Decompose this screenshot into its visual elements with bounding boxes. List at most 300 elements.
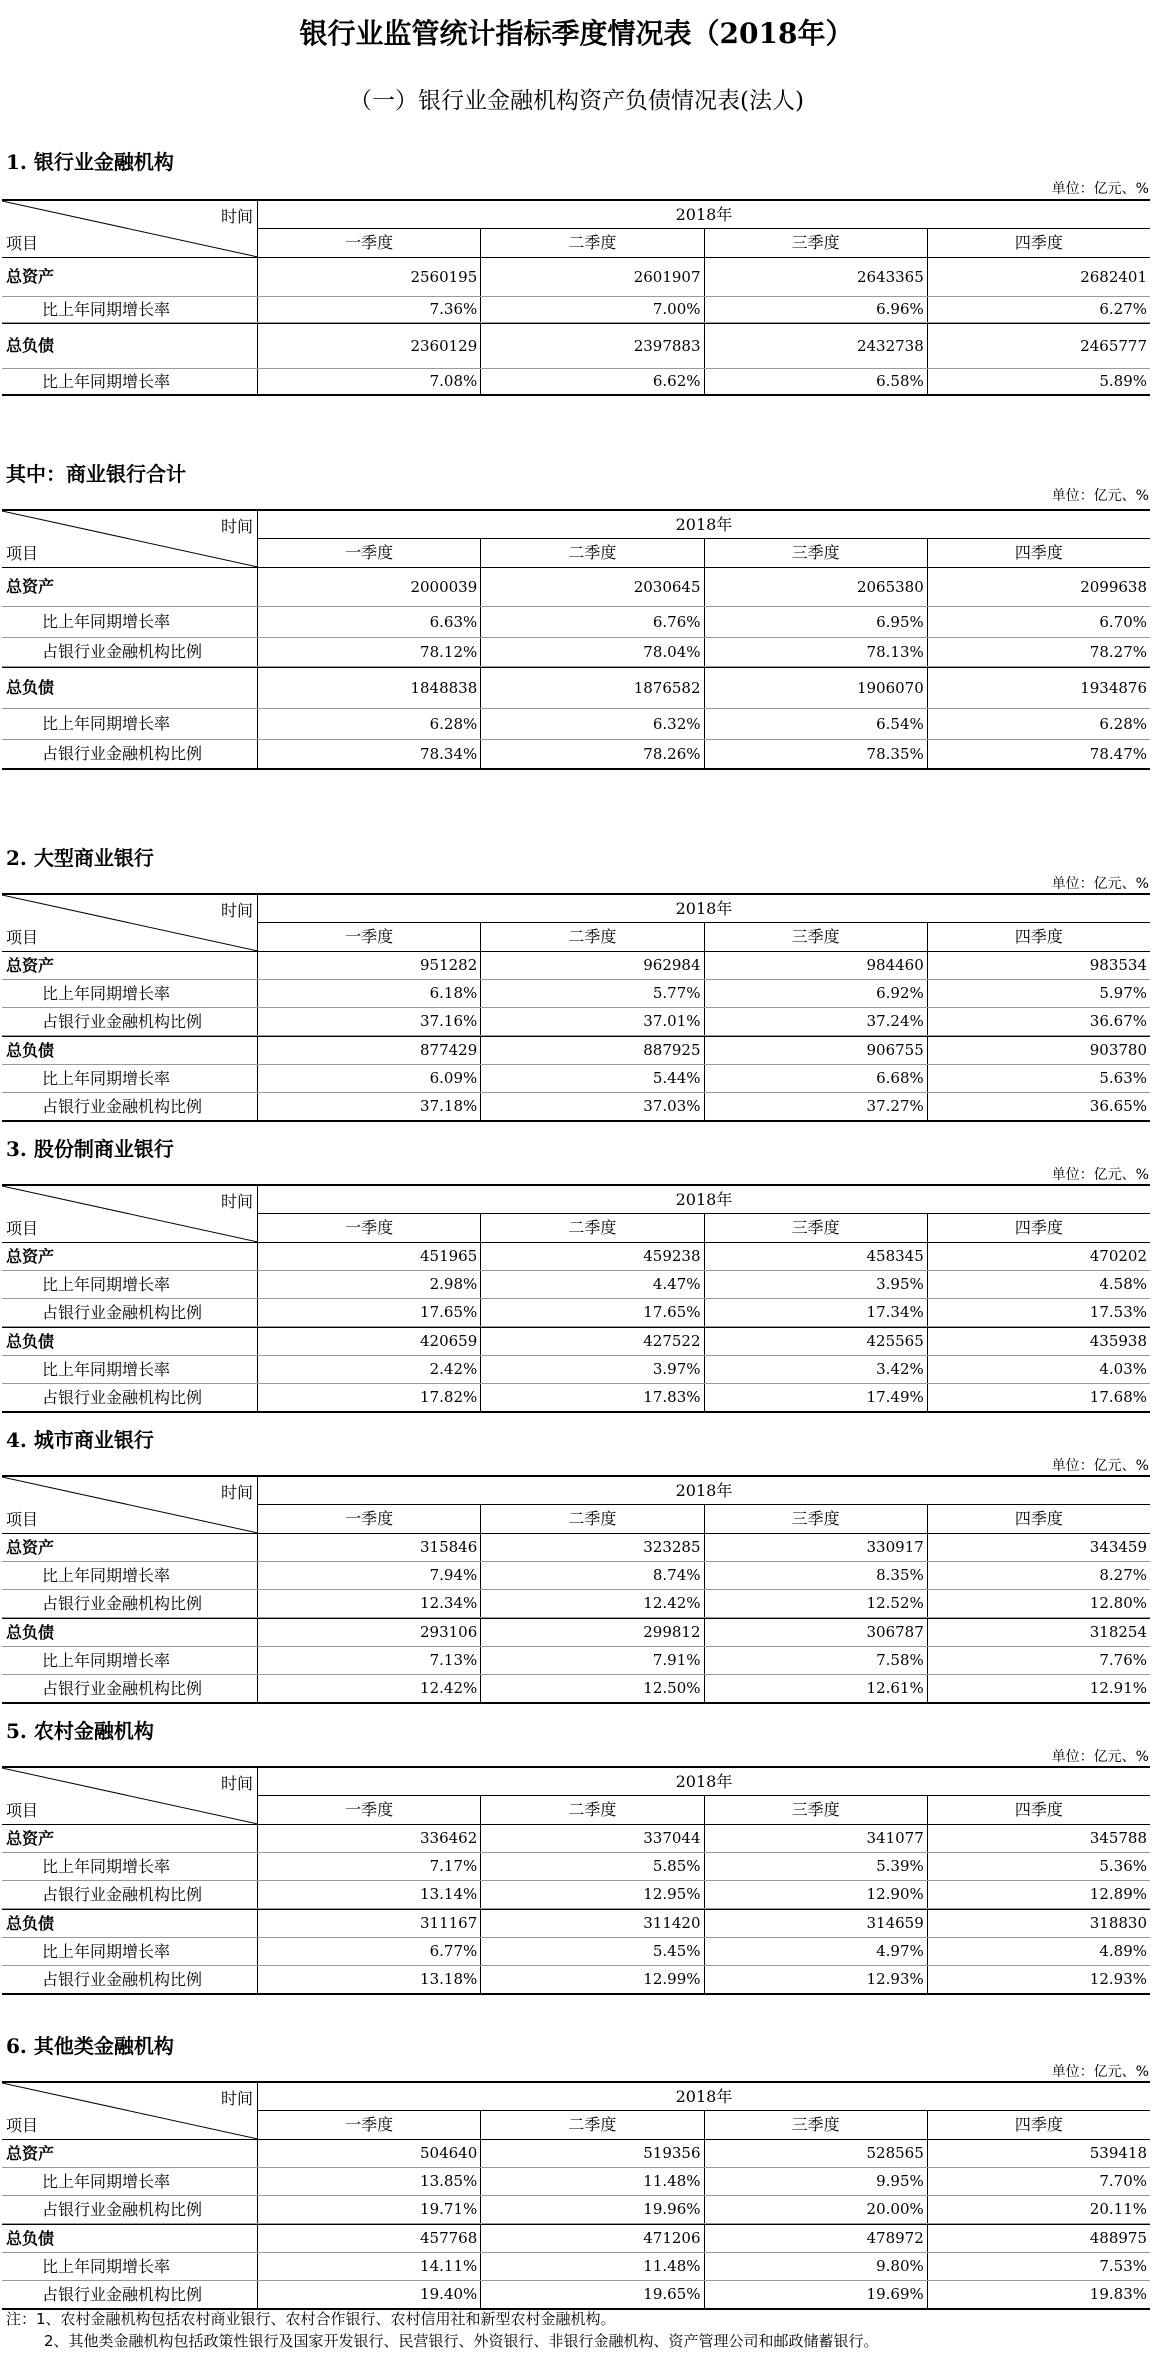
unit-label: 单位：亿元、%: [1051, 2064, 1149, 2080]
data-table: [2, 893, 1150, 1122]
row-label: 占银行业金融机构比例: [2, 1590, 258, 1617]
table-row: [2, 2224, 1150, 2253]
unit-label: 单位：亿元、%: [1051, 181, 1149, 197]
quarter-header-row: [258, 2111, 1150, 2139]
row-label: 占银行业金融机构比例: [2, 1675, 258, 1702]
table-row: [2, 323, 1150, 369]
time-label: 时间: [220, 207, 253, 226]
value-cell: 6.77%: [258, 1938, 481, 1965]
section-title: 2. 大型商业银行: [6, 846, 154, 870]
value-cell: 6.95%: [705, 607, 928, 637]
value-cell: 17.83%: [481, 1384, 704, 1411]
row-label: 比上年同期增长率: [2, 2168, 258, 2195]
value-cell: 336462: [258, 1825, 481, 1852]
value-cell: 2643365: [705, 258, 928, 296]
table-row: [2, 2281, 1150, 2308]
value-cell: 5.89%: [1099, 372, 1147, 390]
quarter-header: 三季度: [705, 2111, 928, 2139]
row-label: 总资产: [2, 2140, 258, 2167]
value-cell: 3.42%: [705, 1356, 928, 1383]
value-cell: 20.00%: [705, 2196, 928, 2223]
quarter-header: 一季度: [258, 229, 481, 257]
data-table: [2, 199, 1150, 396]
footnotes: [6, 2308, 879, 2352]
table-row: [2, 1065, 1150, 1093]
value-cell: 6.27%: [1099, 300, 1147, 318]
table-header: [2, 1477, 1150, 1534]
value-cell: 78.27%: [1089, 643, 1147, 661]
row-label: 占银行业金融机构比例: [2, 2196, 258, 2223]
table-row: [2, 1938, 1150, 1966]
table-row: [2, 952, 1150, 980]
diagonal-header-cell: [2, 2083, 258, 2139]
time-label: 时间: [220, 1192, 253, 1211]
diagonal-line: [2, 1768, 258, 1824]
section-title: 5. 农村金融机构: [6, 1719, 154, 1743]
year-header: 2018年: [258, 2083, 1150, 2111]
row-label: 占银行业金融机构比例: [2, 2281, 258, 2308]
time-label: 时间: [220, 2089, 253, 2108]
value-cell: 19.40%: [258, 2281, 481, 2308]
value-cell: 314659: [705, 1910, 928, 1937]
table-row: [2, 1008, 1150, 1036]
row-label: 占银行业金融机构比例: [2, 1299, 258, 1326]
value-cell: 7.36%: [258, 297, 481, 322]
value-cell: 906755: [705, 1037, 928, 1064]
value-cell: 2360129: [258, 324, 481, 368]
page-title: 银行业监管统计指标季度情况表（2018年）: [299, 17, 854, 50]
value-cell: 37.27%: [705, 1093, 928, 1120]
value-cell: 887925: [481, 1037, 704, 1064]
value-cell: 903780: [1089, 1041, 1147, 1059]
table-row: [2, 1590, 1150, 1618]
quarter-header: 二季度: [481, 1505, 704, 1533]
quarter-header: 三季度: [705, 1214, 928, 1242]
value-cell: 78.13%: [705, 638, 928, 666]
quarter-header: 三季度: [705, 1505, 928, 1533]
unit-label: 单位：亿元、%: [1051, 1749, 1149, 1765]
unit-label: 单位：亿元、%: [1051, 1458, 1149, 1474]
value-cell: 36.67%: [1089, 1012, 1147, 1030]
value-cell: 330917: [705, 1534, 928, 1561]
item-label: 项目: [6, 544, 39, 563]
diagonal-line: [2, 2083, 258, 2139]
diagonal-header-cell: [2, 201, 258, 257]
value-cell: 8.27%: [1099, 1566, 1147, 1584]
value-cell: 471206: [481, 2225, 704, 2252]
value-cell: 984460: [705, 952, 928, 979]
table-row: [2, 607, 1150, 638]
time-label: 时间: [220, 901, 253, 920]
value-cell: 78.47%: [1089, 745, 1147, 763]
quarter-header: 二季度: [481, 923, 704, 951]
value-cell: 6.70%: [1099, 613, 1147, 631]
value-cell: 5.36%: [1099, 1857, 1147, 1875]
section-title: 6. 其他类金融机构: [6, 2034, 174, 2058]
value-cell: 5.39%: [705, 1853, 928, 1880]
value-cell: 2000039: [258, 568, 481, 606]
value-cell: 13.18%: [258, 1966, 481, 1993]
value-cell: 7.58%: [705, 1647, 928, 1674]
row-label: 比上年同期增长率: [2, 297, 258, 322]
table-row: [2, 1243, 1150, 1271]
table-row: [2, 740, 1150, 768]
value-cell: 7.53%: [1099, 2257, 1147, 2275]
value-cell: 9.80%: [705, 2253, 928, 2280]
row-label: 总负债: [2, 668, 258, 708]
value-cell: 37.24%: [705, 1008, 928, 1035]
value-cell: 9.95%: [705, 2168, 928, 2195]
value-cell: 17.68%: [1089, 1388, 1147, 1406]
item-label: 项目: [6, 234, 39, 253]
page-subtitle: （一）银行业金融机构资产负债情况表(法人): [349, 88, 804, 114]
row-label: 比上年同期增长率: [2, 2253, 258, 2280]
quarter-header: 三季度: [705, 923, 928, 951]
value-cell: 478972: [705, 2225, 928, 2252]
footnote-1: 注：1、农村金融机构包括农村商业银行、农村合作银行、农村信用社和新型农村金融机构。: [6, 2310, 616, 2328]
quarter-header-row: [258, 923, 1150, 951]
row-label: 占银行业金融机构比例: [2, 1008, 258, 1035]
value-cell: 12.90%: [705, 1881, 928, 1908]
row-label: 总负债: [2, 1910, 258, 1937]
quarter-header-row: [258, 229, 1150, 257]
table-row: [2, 980, 1150, 1008]
value-cell: 2.42%: [258, 1356, 481, 1383]
value-cell: 435938: [1089, 1332, 1147, 1350]
value-cell: 12.42%: [258, 1675, 481, 1702]
value-cell: 458345: [705, 1243, 928, 1270]
value-cell: 5.63%: [1099, 1069, 1147, 1087]
item-label: 项目: [6, 1801, 39, 1820]
value-cell: 420659: [258, 1328, 481, 1355]
row-label: 比上年同期增长率: [2, 1647, 258, 1674]
section-title: 3. 股份制商业银行: [6, 1137, 174, 1161]
row-label: 比上年同期增长率: [2, 1065, 258, 1092]
value-cell: 519356: [481, 2140, 704, 2167]
quarter-header: 二季度: [481, 539, 704, 567]
value-cell: 12.89%: [1089, 1885, 1147, 1903]
value-cell: 12.50%: [481, 1675, 704, 1702]
value-cell: 962984: [481, 952, 704, 979]
row-label: 总资产: [2, 1825, 258, 1852]
value-cell: 17.82%: [258, 1384, 481, 1411]
quarter-header: 四季度: [1014, 1509, 1063, 1528]
row-label: 占银行业金融机构比例: [2, 1093, 258, 1120]
value-cell: 1848838: [258, 668, 481, 708]
value-cell: 318830: [1089, 1914, 1147, 1932]
table-row: [2, 667, 1150, 709]
table-row: [2, 369, 1150, 394]
table-row: [2, 1647, 1150, 1675]
row-label: 占银行业金融机构比例: [2, 740, 258, 768]
value-cell: 2065380: [705, 568, 928, 606]
row-label: 占银行业金融机构比例: [2, 1881, 258, 1908]
value-cell: 7.08%: [258, 369, 481, 394]
value-cell: 7.70%: [1099, 2172, 1147, 2190]
diagonal-line: [2, 1477, 258, 1533]
value-cell: 983534: [1089, 956, 1147, 974]
time-label: 时间: [220, 517, 253, 536]
row-label: 比上年同期增长率: [2, 1853, 258, 1880]
row-label: 总资产: [2, 568, 258, 606]
quarter-header: 四季度: [1014, 1800, 1063, 1819]
quarter-header: 二季度: [481, 2111, 704, 2139]
value-cell: 4.89%: [1099, 1942, 1147, 1960]
row-label: 比上年同期增长率: [2, 607, 258, 637]
value-cell: 17.53%: [1089, 1303, 1147, 1321]
quarter-header: 一季度: [258, 1796, 481, 1824]
quarter-header: 一季度: [258, 539, 481, 567]
section-title: 1. 银行业金融机构: [6, 150, 174, 174]
table-row: [2, 1327, 1150, 1356]
table-row: [2, 1356, 1150, 1384]
value-cell: 17.34%: [705, 1299, 928, 1326]
year-header: 2018年: [258, 1186, 1150, 1214]
value-cell: 6.09%: [258, 1065, 481, 1092]
table-row: [2, 709, 1150, 740]
data-table: [2, 1184, 1150, 1413]
table-row: [2, 1534, 1150, 1562]
value-cell: 6.54%: [705, 709, 928, 739]
data-table: [2, 2081, 1150, 2310]
table-row: [2, 568, 1150, 607]
quarter-header-row: [258, 1505, 1150, 1533]
value-cell: 425565: [705, 1328, 928, 1355]
quarter-header: 四季度: [1014, 543, 1063, 562]
value-cell: 6.63%: [258, 607, 481, 637]
row-label: 比上年同期增长率: [2, 369, 258, 394]
year-header: 2018年: [258, 511, 1150, 539]
diagonal-line: [2, 895, 258, 951]
row-label: 比上年同期增长率: [2, 1271, 258, 1298]
value-cell: 306787: [705, 1619, 928, 1646]
value-cell: 8.74%: [481, 1562, 704, 1589]
row-label: 占银行业金融机构比例: [2, 638, 258, 666]
table-header: [2, 511, 1150, 568]
value-cell: 6.58%: [705, 369, 928, 394]
row-label: 总负债: [2, 324, 258, 368]
value-cell: 299812: [481, 1619, 704, 1646]
value-cell: 7.17%: [258, 1853, 481, 1880]
quarter-header-row: [258, 1214, 1150, 1242]
table-row: [2, 1093, 1150, 1120]
value-cell: 12.80%: [1089, 1594, 1147, 1612]
quarter-header-row: [258, 539, 1150, 567]
diagonal-line: [2, 201, 258, 257]
year-header: 2018年: [258, 1768, 1150, 1796]
value-cell: 6.92%: [705, 980, 928, 1007]
table-row: [2, 2196, 1150, 2224]
table-row: [2, 1966, 1150, 1993]
value-cell: 12.42%: [481, 1590, 704, 1617]
table-row: [2, 1299, 1150, 1327]
unit-label: 单位：亿元、%: [1051, 876, 1149, 892]
value-cell: 17.65%: [481, 1299, 704, 1326]
row-label: 总资产: [2, 258, 258, 296]
value-cell: 4.47%: [481, 1271, 704, 1298]
section-title: 其中：商业银行合计: [6, 462, 186, 486]
row-label: 总负债: [2, 1328, 258, 1355]
value-cell: 19.71%: [258, 2196, 481, 2223]
unit-label: 单位：亿元、%: [1051, 1167, 1149, 1183]
item-label: 项目: [6, 2116, 39, 2135]
row-label: 总负债: [2, 2225, 258, 2252]
value-cell: 7.76%: [1099, 1651, 1147, 1669]
item-label: 项目: [6, 1219, 39, 1238]
value-cell: 12.99%: [481, 1966, 704, 1993]
value-cell: 6.28%: [258, 709, 481, 739]
item-label: 项目: [6, 928, 39, 947]
row-label: 总资产: [2, 1243, 258, 1270]
section-title: 4. 城市商业银行: [6, 1428, 154, 1452]
quarter-header: 一季度: [258, 1505, 481, 1533]
value-cell: 488975: [1089, 2229, 1147, 2247]
table-row: [2, 1853, 1150, 1881]
value-cell: 4.58%: [1099, 1275, 1147, 1293]
row-label: 总资产: [2, 952, 258, 979]
value-cell: 12.93%: [705, 1966, 928, 1993]
value-cell: 539418: [1089, 2144, 1147, 2162]
table-row: [2, 1825, 1150, 1853]
value-cell: 5.45%: [481, 1938, 704, 1965]
unit-label: 单位：亿元、%: [1051, 488, 1149, 504]
value-cell: 323285: [481, 1534, 704, 1561]
quarter-header: 三季度: [705, 1796, 928, 1824]
value-cell: 2397883: [481, 324, 704, 368]
diagonal-header-cell: [2, 511, 258, 567]
value-cell: 1906070: [705, 668, 928, 708]
data-table: [2, 1766, 1150, 1995]
row-label: 占银行业金融机构比例: [2, 1966, 258, 1993]
table-row: [2, 2253, 1150, 2281]
value-cell: 4.97%: [705, 1938, 928, 1965]
value-cell: 877429: [258, 1037, 481, 1064]
year-header: 2018年: [258, 201, 1150, 229]
value-cell: 37.16%: [258, 1008, 481, 1035]
value-cell: 504640: [258, 2140, 481, 2167]
value-cell: 37.03%: [481, 1093, 704, 1120]
value-cell: 12.34%: [258, 1590, 481, 1617]
row-label: 总资产: [2, 1534, 258, 1561]
quarter-header: 一季度: [258, 2111, 481, 2139]
value-cell: 528565: [705, 2140, 928, 2167]
value-cell: 12.61%: [705, 1675, 928, 1702]
value-cell: 311420: [481, 1910, 704, 1937]
quarter-header: 二季度: [481, 229, 704, 257]
table-header: [2, 895, 1150, 952]
value-cell: 2030645: [481, 568, 704, 606]
value-cell: 318254: [1089, 1623, 1147, 1641]
time-label: 时间: [220, 1774, 253, 1793]
value-cell: 78.12%: [258, 638, 481, 666]
value-cell: 1934876: [1080, 679, 1147, 697]
value-cell: 470202: [1089, 1247, 1147, 1265]
value-cell: 17.65%: [258, 1299, 481, 1326]
table-row: [2, 1881, 1150, 1909]
row-label: 总负债: [2, 1037, 258, 1064]
value-cell: 459238: [481, 1243, 704, 1270]
value-cell: 345788: [1089, 1829, 1147, 1847]
table-row: [2, 1271, 1150, 1299]
value-cell: 7.13%: [258, 1647, 481, 1674]
quarter-header: 四季度: [1014, 927, 1063, 946]
value-cell: 78.34%: [258, 740, 481, 768]
value-cell: 8.35%: [705, 1562, 928, 1589]
table-row: [2, 1384, 1150, 1411]
quarter-header: 三季度: [705, 539, 928, 567]
value-cell: 6.18%: [258, 980, 481, 1007]
value-cell: 6.28%: [1099, 715, 1147, 733]
value-cell: 78.04%: [481, 638, 704, 666]
value-cell: 6.96%: [705, 297, 928, 322]
value-cell: 337044: [481, 1825, 704, 1852]
row-label: 比上年同期增长率: [2, 1562, 258, 1589]
value-cell: 1876582: [481, 668, 704, 708]
table-row: [2, 2140, 1150, 2168]
value-cell: 5.85%: [481, 1853, 704, 1880]
year-header: 2018年: [258, 895, 1150, 923]
value-cell: 14.11%: [258, 2253, 481, 2280]
row-label: 比上年同期增长率: [2, 1356, 258, 1383]
value-cell: 451965: [258, 1243, 481, 1270]
value-cell: 5.77%: [481, 980, 704, 1007]
table-row: [2, 1036, 1150, 1065]
table-row: [2, 1675, 1150, 1702]
value-cell: 951282: [258, 952, 481, 979]
table-header: [2, 1186, 1150, 1243]
value-cell: 3.97%: [481, 1356, 704, 1383]
value-cell: 17.49%: [705, 1384, 928, 1411]
table-row: [2, 2168, 1150, 2196]
diagonal-header-cell: [2, 1477, 258, 1533]
value-cell: 2601907: [481, 258, 704, 296]
table-header: [2, 201, 1150, 258]
value-cell: 6.68%: [705, 1065, 928, 1092]
table-row: [2, 638, 1150, 667]
value-cell: 19.83%: [1089, 2285, 1147, 2303]
value-cell: 2.98%: [258, 1271, 481, 1298]
quarter-header: 四季度: [1014, 233, 1063, 252]
table-row: [2, 1909, 1150, 1938]
value-cell: 36.65%: [1089, 1097, 1147, 1115]
value-cell: 19.65%: [481, 2281, 704, 2308]
row-label: 比上年同期增长率: [2, 1938, 258, 1965]
value-cell: 37.01%: [481, 1008, 704, 1035]
value-cell: 2432738: [705, 324, 928, 368]
value-cell: 20.11%: [1089, 2200, 1147, 2218]
value-cell: 7.00%: [481, 297, 704, 322]
quarter-header: 二季度: [481, 1796, 704, 1824]
value-cell: 19.96%: [481, 2196, 704, 2223]
value-cell: 6.62%: [481, 369, 704, 394]
value-cell: 427522: [481, 1328, 704, 1355]
row-label: 占银行业金融机构比例: [2, 1384, 258, 1411]
data-table: [2, 509, 1150, 770]
value-cell: 5.44%: [481, 1065, 704, 1092]
diagonal-line: [2, 511, 258, 567]
value-cell: 343459: [1089, 1538, 1147, 1556]
quarter-header: 四季度: [1014, 2115, 1063, 2134]
value-cell: 12.93%: [1089, 1970, 1147, 1988]
value-cell: 12.95%: [481, 1881, 704, 1908]
quarter-header: 一季度: [258, 923, 481, 951]
value-cell: 78.26%: [481, 740, 704, 768]
value-cell: 19.69%: [705, 2281, 928, 2308]
time-label: 时间: [220, 1483, 253, 1502]
quarter-header: 三季度: [705, 229, 928, 257]
value-cell: 12.91%: [1089, 1679, 1147, 1697]
quarter-header: 一季度: [258, 1214, 481, 1242]
